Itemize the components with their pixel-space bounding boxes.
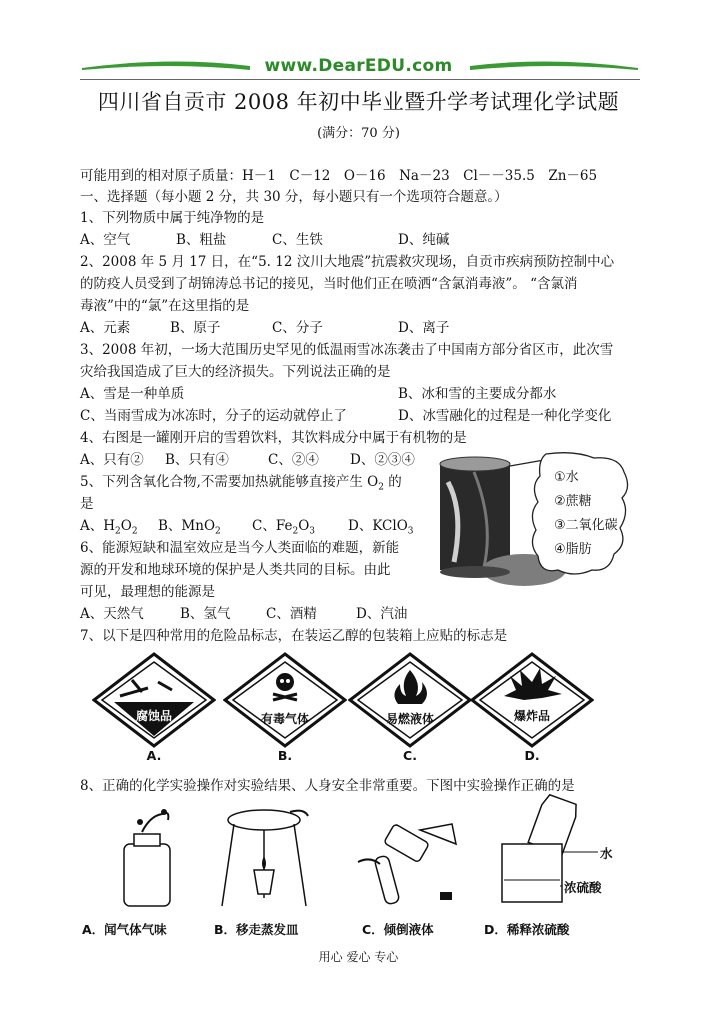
q3-line2: 灾给我国造成了巨大的经济损失。下列说法正确的是 xyxy=(80,364,391,380)
q4-option-a: A、只有② xyxy=(80,452,144,468)
q2-line1: 2、2008 年 5 月 17 日，在“5. 12 汶川大地震”抗震救灾现场，自贡市疾病预防控制中心 xyxy=(80,254,615,270)
corrosive-icon xyxy=(92,652,216,748)
q1-option-c: C、生铁 xyxy=(272,232,323,248)
hazard-sign-explosive xyxy=(470,652,594,764)
q4-option-b: B、只有④ xyxy=(165,452,229,468)
hazard-sign-flammable-liquid xyxy=(348,652,472,764)
sign-letter-a: A. xyxy=(146,748,162,763)
q6-line1: 6、能源短缺和温室效应是当今人类面临的难题，新能 xyxy=(80,540,400,556)
q2-option-b: B、原子 xyxy=(170,320,221,336)
lab-figure-smell-gas xyxy=(112,806,192,910)
page-subtitle: (满分：70 分) xyxy=(317,126,400,141)
section-heading: 一、选择题（每小题 2 分，共 30 分，每小题只有一个选项符合题意。） xyxy=(80,189,508,205)
label-concentrated-sulfuric-acid: 浓硫酸 xyxy=(564,880,602,895)
q6-option-c: C、酒精 xyxy=(266,606,317,622)
q5-stem xyxy=(80,472,402,498)
q5-stem-subscript: 2 xyxy=(378,482,384,493)
sign-letter-c: C. xyxy=(403,748,417,763)
flame-icon xyxy=(348,652,472,748)
q6-option-d: D、汽油 xyxy=(356,606,408,622)
header-url[interactable]: www.DearEDU.com xyxy=(264,56,453,76)
ingredient-co2: ③二氧化碳 xyxy=(554,518,618,533)
toxic-gas-icon xyxy=(223,652,347,748)
q7-stem: 7、以下是四种常用的危险品标志，在装运乙醇的包装箱上应贴的标志是 xyxy=(80,628,508,644)
q2-option-c: C、分子 xyxy=(272,320,323,336)
q6-option-a: A、天然气 xyxy=(80,606,144,622)
q8-caption-b: B．移走蒸发皿 xyxy=(214,922,299,937)
header-divider xyxy=(80,79,640,80)
q5-option-c: C、$Fe_2O_3$ xyxy=(252,518,315,537)
q2-option-d: D、离子 xyxy=(398,320,450,336)
label-water: 水 xyxy=(600,846,613,861)
q2-line3: 毒液”中的“氯”在这里指的是 xyxy=(80,298,250,314)
q6-line3: 可见，最理想的能源是 xyxy=(80,584,215,600)
q4-option-d: D、②③④ xyxy=(350,452,415,468)
sign-letter-b: B. xyxy=(277,748,293,763)
lab-figure-evaporating-dish xyxy=(220,798,320,910)
q5-option-b: B、MnO$_2$ xyxy=(158,518,221,537)
q8-caption-c: C．倾倒液体 xyxy=(362,922,434,937)
q8-caption-d: D．稀释浓硫酸 xyxy=(484,922,570,937)
ingredient-water: ①水 xyxy=(554,470,579,485)
soda-can-figure xyxy=(434,452,634,592)
q3-option-c: C、当雨雪成为冰冻时，分子的运动就停止了 xyxy=(80,408,347,424)
q1-stem: 1、下列物质中属于纯净物的是 xyxy=(80,210,265,226)
q2-line2: 的防疫人员受到了胡锦涛总书记的接见，当时他们正在喷洒“含氯消毒液”。 “含氯消 xyxy=(80,276,578,292)
q6-line2: 源的开发和地球环境的保护是人类共同的目标。由此 xyxy=(80,562,391,578)
q8-stem: 8、正确的化学实验操作对实验结果、人身安全非常重要。下图中实验操作正确的是 xyxy=(80,778,575,794)
q3-option-a: A、雪是一种单质 xyxy=(80,386,185,402)
q5-line2: 是 xyxy=(80,496,94,512)
q4-option-c: C、②④ xyxy=(268,452,319,468)
ingredient-sucrose: ②蔗糖 xyxy=(554,494,592,509)
page-title: 四川省自贡市 2008 年初中毕业暨升学考试理化学试题 xyxy=(97,90,620,114)
q1-option-a: A、空气 xyxy=(80,232,131,248)
explosion-icon xyxy=(470,652,594,748)
q5-stem-end: 的 xyxy=(383,474,402,490)
atomic-masses: 可能用到的相对原子质量：H－1 C－12 O－16 Na－23 Cl－－35.5 Zn－65 xyxy=(80,168,598,184)
q5-stem-text: 5、下列含氧化合物,不需要加热就能够直接产生 O xyxy=(80,474,379,490)
q1-option-b: B、粗盐 xyxy=(176,232,227,248)
q3-option-d: D、冰雪融化的过程是一种化学变化 xyxy=(398,408,612,424)
hazard-sign-toxic-gas xyxy=(223,652,347,764)
ingredient-fat: ④脂肪 xyxy=(554,542,592,557)
page-footer: 用心 爱心 专心 xyxy=(318,950,399,964)
toxic-gas-label: 有毒气体 xyxy=(260,712,309,726)
evaporating-dish-illustration xyxy=(220,798,320,910)
explosive-label: 爆炸品 xyxy=(513,709,550,723)
q2-option-a: A、元素 xyxy=(80,320,131,336)
pour-liquid-illustration xyxy=(340,820,470,912)
q8-caption-a: A．闻气体气味 xyxy=(82,922,167,937)
flammable-liquid-label: 易燃液体 xyxy=(385,712,434,726)
lab-figure-dilute-acid xyxy=(496,794,616,906)
lab-figure-pour-liquid xyxy=(340,820,470,912)
q5-option-d: D、KClO$_3$ xyxy=(348,518,414,537)
ingredient-list xyxy=(554,466,618,562)
q3-line1: 3、2008 年初，一场大范围历史罕见的低温雨雪冰冻袭击了中国南方部分省区市，此次雪 xyxy=(80,342,614,358)
sign-letter-d: D. xyxy=(524,748,540,763)
q4-stem: 4、右图是一罐刚开启的雪碧饮料，其饮料成分中属于有机物的是 xyxy=(80,430,467,446)
q5-option-a: A、$H_2O_2$ xyxy=(80,518,138,537)
gas-bottle-illustration xyxy=(112,806,192,910)
q3-option-b: B、冰和雪的主要成分都水 xyxy=(398,386,557,402)
q1-option-d: D、纯碱 xyxy=(398,232,450,248)
corrosive-label: 腐蚀品 xyxy=(135,709,172,723)
hazard-sign-corrosive xyxy=(92,652,216,764)
q6-option-b: B、氢气 xyxy=(180,606,231,622)
